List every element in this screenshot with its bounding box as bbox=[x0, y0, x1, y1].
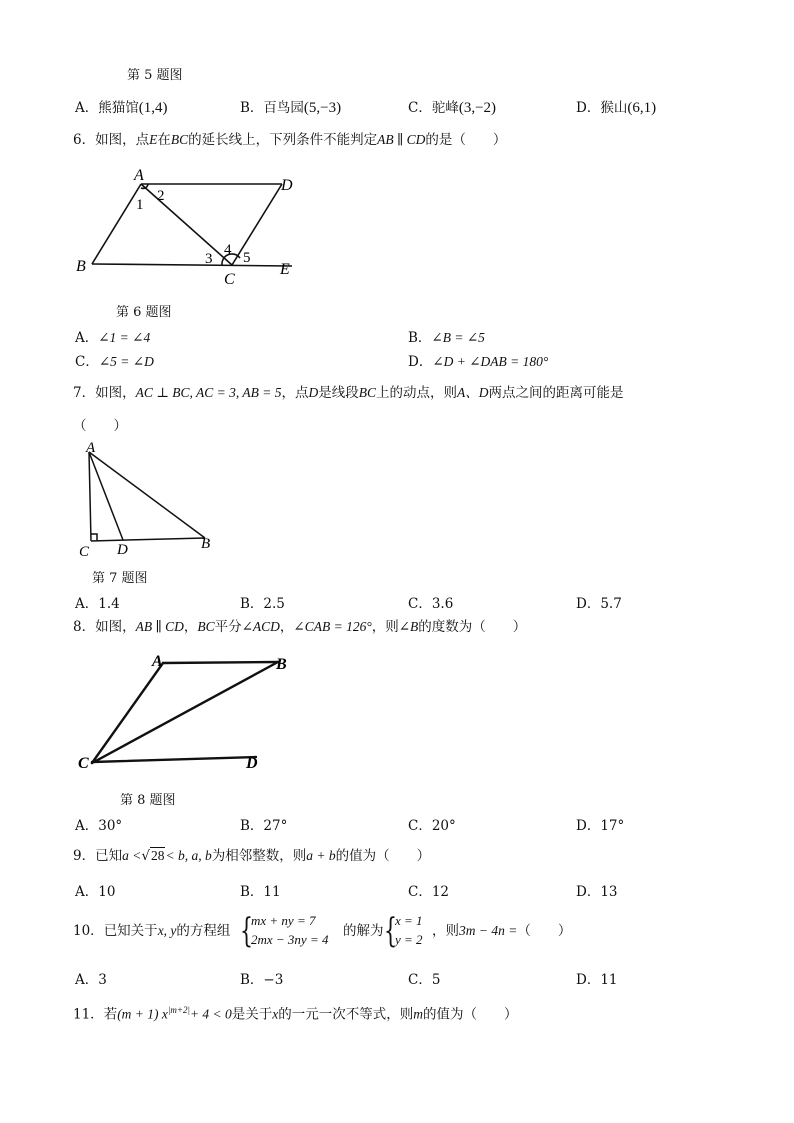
q7-option-c[interactable]: C．3.6 bbox=[408, 596, 454, 612]
fig8-label-C: C bbox=[78, 755, 89, 772]
q5-option-d[interactable]: D．猴山(6,1) bbox=[576, 100, 657, 116]
q10-stem-part3: ，则3m − 4n =（ ） bbox=[432, 923, 572, 939]
q7-option-b[interactable]: B．2.5 bbox=[240, 596, 285, 612]
q8-stem: 8．如图，AB ∥ CD，BC平分∠ACD，∠CAB = 126°，则∠B的度数为（ ） bbox=[73, 619, 527, 635]
q10-sol1: x = 1 bbox=[395, 913, 423, 928]
fig7-label-D: D bbox=[117, 542, 128, 558]
q7-stem: 7．如图，AC ⊥ BC, AC = 3, AB = 5，点D是线段BC上的动点，则A、D两点之间的距离可能是 bbox=[73, 385, 624, 401]
q8-option-b[interactable]: B．27° bbox=[240, 818, 288, 834]
q5-option-c[interactable]: C．驼峰(3,−2) bbox=[408, 100, 497, 116]
q10-sol2: y = 2 bbox=[395, 932, 423, 947]
q9-option-d[interactable]: D．13 bbox=[576, 884, 618, 900]
q9-option-b[interactable]: B．11 bbox=[240, 884, 281, 900]
figure-6-caption: 第 6 题图 bbox=[116, 305, 172, 320]
q9-option-a[interactable]: A．10 bbox=[75, 884, 116, 900]
q10-eq1: mx + ny = 7 bbox=[251, 913, 316, 928]
fig6-angle-1: 1 bbox=[136, 197, 144, 213]
q11-stem: 11．若(m + 1) $x^{|m+2|}+ 4 < 0$是关于x的一元一次不等式，则m的值为（ ） bbox=[73, 1005, 518, 1023]
figure-5-caption: 第 5 题图 bbox=[127, 68, 183, 83]
q9-option-c[interactable]: C．12 bbox=[408, 884, 450, 900]
q6-option-b[interactable]: B．∠B = ∠5 bbox=[408, 330, 485, 346]
q10-option-c[interactable]: C．5 bbox=[408, 972, 441, 988]
fig6-label-B: B bbox=[76, 258, 86, 275]
q6-option-a[interactable]: A．∠1 = ∠4 bbox=[75, 330, 151, 346]
q5-option-b[interactable]: B．百鸟园(5,−3) bbox=[240, 100, 342, 116]
q10-stem-part1: 10．已知关于x, y的方程组 bbox=[73, 923, 231, 939]
q6-option-c[interactable]: C．∠5 = ∠D bbox=[75, 354, 154, 370]
figure-8-caption: 第 8 题图 bbox=[120, 793, 176, 808]
line-CB bbox=[92, 662, 278, 763]
figure-7-caption: 第 7 题图 bbox=[92, 571, 148, 586]
q8-option-a[interactable]: A．30° bbox=[75, 818, 123, 834]
fig6-angle-4: 4 bbox=[224, 242, 232, 258]
fig7-label-B: B bbox=[201, 536, 211, 552]
q8-option-c[interactable]: C．20° bbox=[408, 818, 456, 834]
q10-eq2: 2mx − 3ny = 4 bbox=[251, 932, 329, 947]
q7-answer-parens: （ ） bbox=[73, 418, 127, 434]
q10-system-brace: { bbox=[240, 911, 253, 951]
q8-option-d[interactable]: D．17° bbox=[576, 818, 625, 834]
fig7-label-C: C bbox=[79, 544, 90, 560]
sqrt-symbol: √ bbox=[141, 848, 150, 864]
q10-option-b[interactable]: B．−3 bbox=[240, 972, 284, 988]
q10-option-d[interactable]: D．11 bbox=[576, 972, 618, 988]
q5-option-a[interactable]: A．熊猫馆(1,4) bbox=[75, 100, 168, 116]
fig8-label-A: A bbox=[152, 653, 163, 670]
q7-option-d[interactable]: D．5.7 bbox=[576, 596, 622, 612]
fig6-angle-3: 3 bbox=[205, 251, 213, 267]
q10-stem-part2: 的解为 bbox=[343, 923, 384, 939]
q9-stem: 9．已知a <√28< b, a, b为相邻整数，则a + b的值为（ ） bbox=[73, 848, 431, 864]
q10-solution-brace: { bbox=[384, 911, 397, 951]
line-AC bbox=[92, 663, 163, 763]
fig6-label-C: C bbox=[224, 271, 235, 288]
q6-option-d[interactable]: D．∠D + ∠DAB = 180° bbox=[408, 354, 549, 370]
fig8-label-D: D bbox=[246, 755, 258, 772]
q6-stem: 6．如图，点E在BC的延长线上，下列条件不能判定AB ∥ CD的是（ ） bbox=[73, 132, 507, 148]
line-CD bbox=[92, 757, 256, 762]
fig6-angle-2: 2 bbox=[157, 188, 165, 204]
fig6-angle-5: 5 bbox=[243, 250, 251, 266]
q7-option-a[interactable]: A．1.4 bbox=[75, 596, 120, 612]
fig6-label-D: D bbox=[281, 177, 293, 194]
fig6-label-A: A bbox=[134, 167, 144, 184]
fig7-label-A: A bbox=[86, 440, 96, 456]
fig6-label-E: E bbox=[280, 261, 290, 278]
q10-option-a[interactable]: A．3 bbox=[75, 972, 107, 988]
fig8-label-B: B bbox=[276, 656, 287, 673]
line-AB bbox=[163, 662, 278, 663]
